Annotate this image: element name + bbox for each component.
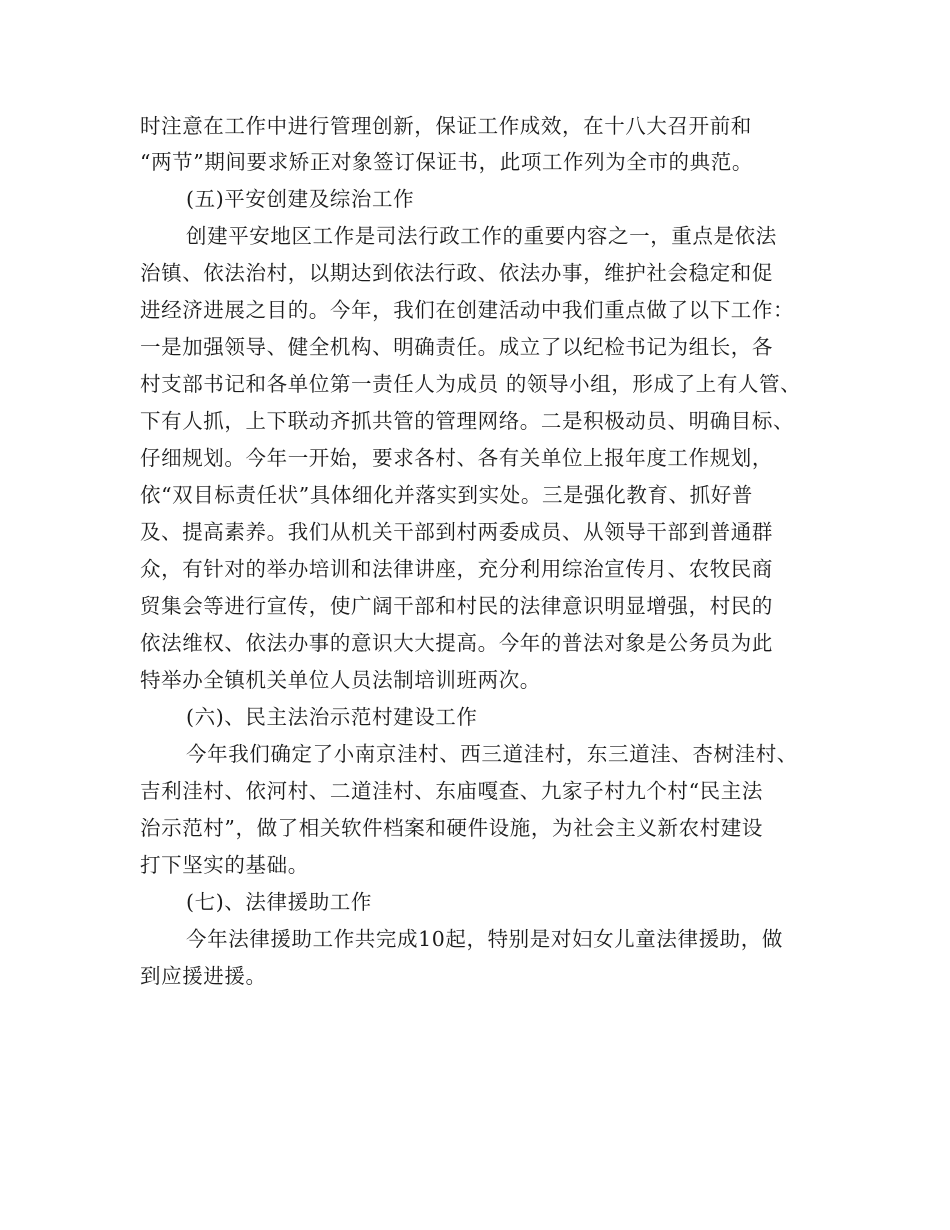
paragraph-line: 仔细规划。今年一开始，要求各村、各有关单位上报年度工作规划， (140, 446, 773, 470)
paragraph-line: 依“双目标责任状”具体细化并落实到实处。三是强化教育、抓好普 (140, 483, 753, 507)
section-heading: (七)、法律援助工作 (186, 890, 372, 914)
section-heading: (五)平安创建及综治工作 (186, 187, 415, 211)
paragraph-line: 进经济进展之目的。今年，我们在创建活动中我们重点做了以下工作： (140, 298, 795, 322)
paragraph-line: 特举办全镇机关单位人员法制培训班两次。 (140, 668, 541, 692)
paragraph-line: 今年我们确定了小南京洼村、西三道洼村，东三道洼、杏树洼村、 (186, 742, 798, 766)
paragraph-line: 下有人抓，上下联动齐抓共管的管理网络。二是积极动员、明确目标、 (140, 409, 795, 433)
paragraph-line: 依法维权、依法办事的意识大大提高。今年的普法对象是公务员为此 (140, 631, 773, 655)
paragraph-line: 今年法律援助工作共完成10起，特别是对妇女儿童法律援助，做 (186, 927, 783, 951)
paragraph-line: 村支部书记和各单位第一责任人为成员 的领导小组，形成了上有人管、 (140, 372, 802, 396)
paragraph-line: 治示范村”，做了相关软件档案和硬件设施，为社会主义新农村建设 (140, 816, 763, 840)
paragraph-line: 吉利洼村、依河村、二道洼村、东庙嘎查、九家子村九个村“民主法 (140, 779, 763, 803)
paragraph-line: 一是加强领导、健全机构、明确责任。成立了以纪检书记为组长，各 (140, 335, 773, 359)
paragraph-line: 到应援进援。 (140, 964, 267, 988)
paragraph-line: “两节”期间要求矫正对象签订保证书，此项工作列为全市的典范。 (140, 150, 753, 174)
paragraph-line: 及、提高素养。我们从机关干部到村两委成员、从领导干部到普通群 (140, 520, 773, 544)
paragraph-line: 打下坚实的基础。 (140, 853, 309, 877)
paragraph-line: 众，有针对的举办培训和法律讲座，充分利用综治宣传月、农牧民商 (140, 557, 773, 581)
section-heading: (六)、民主法治示范村建设工作 (186, 705, 478, 729)
paragraph-line: 贸集会等进行宣传，使广阔干部和村民的法律意识明显增强，村民的 (140, 594, 773, 618)
paragraph-line: 创建平安地区工作是司法行政工作的重要内容之一，重点是依法 (186, 224, 777, 248)
paragraph-line: 时注意在工作中进行管理创新，保证工作成效，在十八大召开前和 (140, 114, 752, 138)
paragraph-line: 治镇、依法治村，以期达到依法行政、依法办事，维护社会稳定和促 (140, 261, 773, 285)
